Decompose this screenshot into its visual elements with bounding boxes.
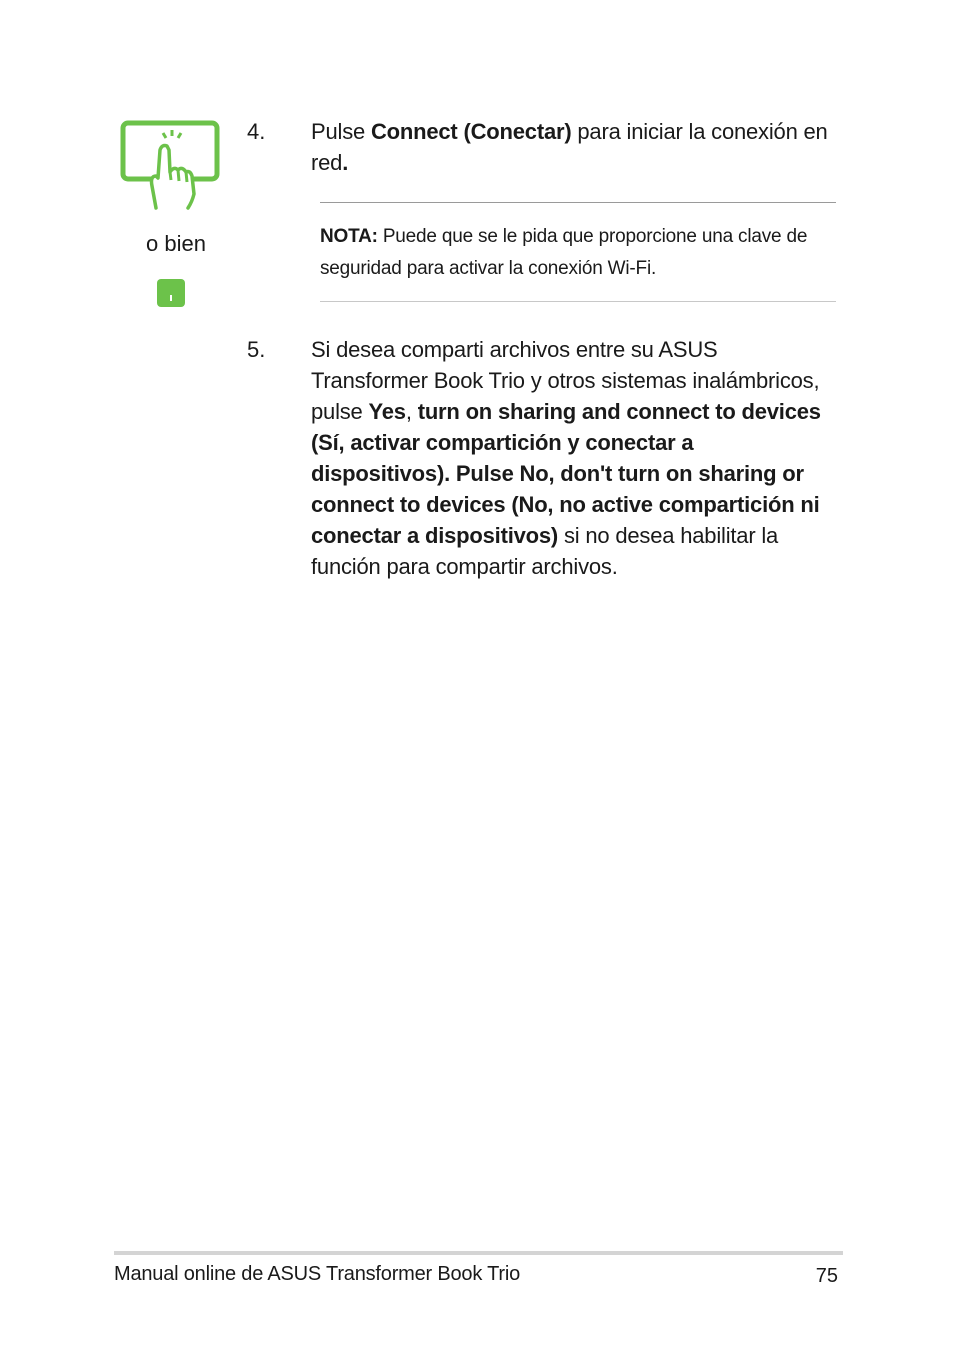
alternative-label: o bien	[146, 231, 206, 256]
step-4-end: .	[342, 150, 349, 175]
yes-term: Yes	[368, 399, 406, 424]
tap-touchscreen-icon	[120, 120, 220, 212]
note-bottom-rule	[320, 301, 836, 302]
step-4-pre: Pulse	[311, 119, 371, 144]
step-number-5: 5.	[247, 337, 266, 362]
sharing-options-term: turn on sharing and connect to devices (Sí, activar compartición y conectar a dispositivos). Pulse No, don't turn on sharing or connect to devices (No, no active compartición ni conectar a dispositivos)	[311, 399, 821, 548]
step-number-4: 4.	[247, 119, 266, 144]
step-5-sep: ,	[405, 399, 418, 424]
step-5-post: si no desea habilitar la función para compartir archivos.	[311, 523, 779, 579]
note	[320, 221, 840, 285]
step-4-text	[311, 116, 831, 178]
step-5-pre: Si desea comparti archivos entre su ASUS Transformer Book Trio y otros sistemas inalámbricos, pulse	[311, 337, 820, 424]
note-label: NOTA:	[320, 226, 378, 247]
note-text: Puede que se le pida que proporcione una clave de seguridad para activar la conexión Wi-Fi.	[320, 226, 808, 279]
touchpad-tap-icon	[157, 279, 185, 307]
step-5-text	[311, 334, 831, 582]
footer-rule	[114, 1251, 843, 1255]
connect-term: Connect (Conectar)	[370, 119, 572, 144]
page-number: 75	[815, 1265, 838, 1287]
footer-title: Manual online de ASUS Transformer Book Trio	[114, 1263, 521, 1285]
step-4-post: para iniciar la conexión en red	[311, 119, 828, 175]
note-top-rule	[320, 202, 836, 203]
